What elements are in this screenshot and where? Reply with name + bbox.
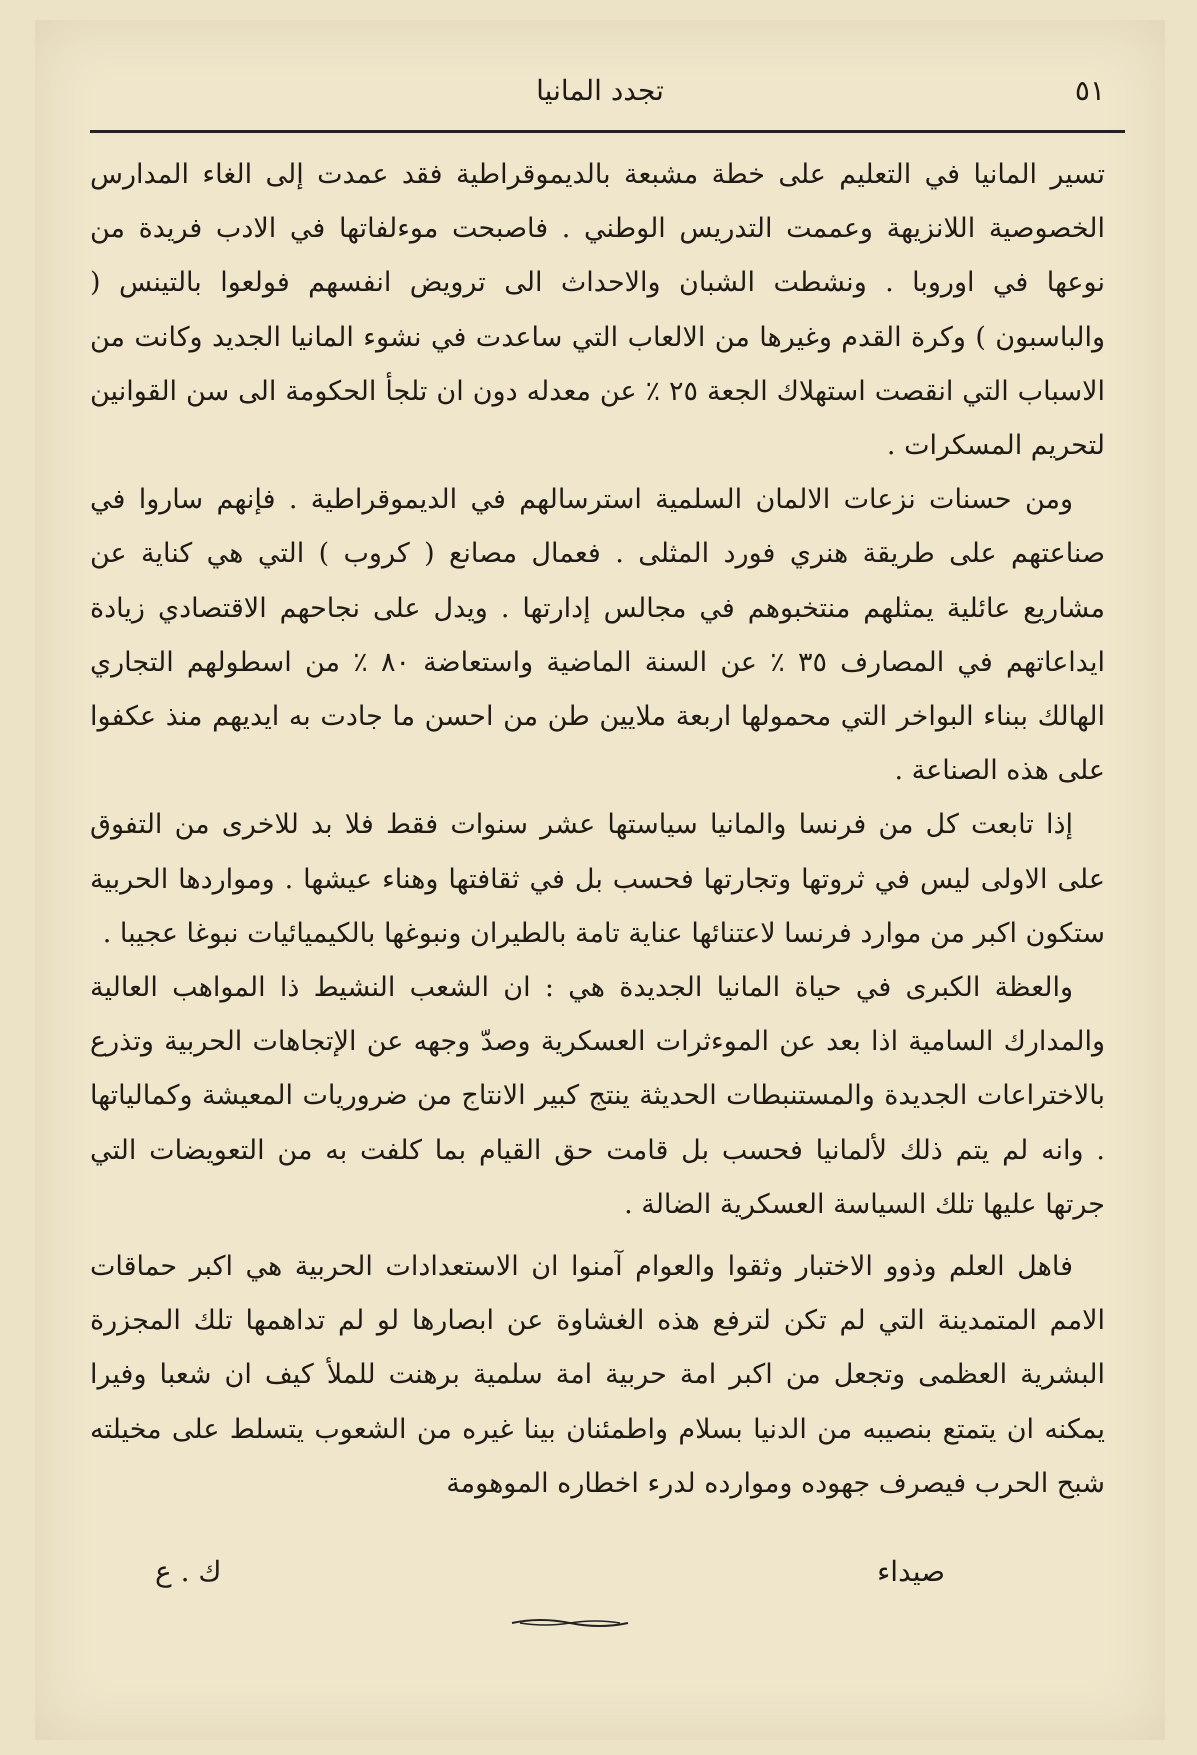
signature-initials: ك . ع [155,1555,222,1588]
book-page [35,20,1165,1740]
article-body [90,148,1105,1511]
page-header [95,60,1105,120]
end-ornament [510,1615,630,1631]
paragraph: إذا تابعت كل من فرنسا والمانيا سياستها عشر سنوات فقط فلا بد للاخرى من التفوق على الاولى ليس في ثروتها وتجارتها فحسب بل في ثقافتها وهناء عيشها . ومواردها الحربية ستكون اكبر من موارد فرنسا لاعتنائها عناية تامة بالطيران ونبوغها بالكيميائيات نبوغا عجيبا . [90,809,1105,949]
paragraph: والعظة الكبرى في حياة المانيا الجديدة هي : ان الشعب النشيط ذا المواهب العالية والمدارك السامية اذا بعد عن الموءثرات العسكرية وصدّ وجهه عن الإتجاهات الحربية وتذرع بالاختراعات الجديدة والمستنبطات الحديثة ينتج كبير الانتاج من ضروريات المعيشة وكمالياتها . وانه لم يتم ذلك لألمانيا فحسب بل قامت حق القيام بما كلفت به من التعويضات التي جرتها عليها تلك السياسة العسكرية الضالة . [90,972,1105,1220]
paragraph: ومن حسنات نزعات الالمان السلمية استرسالهم في الديموقراطية . فإنهم ساروا في صناعتهم على طريقة هنري فورد المثلى . فعمال مصانع ( كروب ) التي هي كناية عن مشاريع عائلية يمثلهم منتخبوهم في مجالس إدارتها . ويدل على نجاحهم الاقتصادي زيادة ايداعاتهم في المصارف ٣٥ ٪ عن السنة الماضية واستعاضة ٨٠ ٪ من اسطولهم التجاري الهالك ببناء البواخر التي محمولها اربعة ملايين طن من احسن ما جادت به ايديهم منذ عكفوا على هذه الصناعة . [90,484,1105,787]
header-rule [90,130,1125,133]
paragraph: فاهل العلم وذوو الاختبار وثقوا والعوام آمنوا ان الاستعدادات الحربية هي اكبر حماقات الامم المتمدينة التي لم تكن لترفع هذه الغشاوة عن ابصارها لو لم تداهمها تلك المجزرة البشرية العظمى وتجعل من اكبر امة حربية امة سلمية برهنت للملأ كيف ان شعبا وفيرا يمكنه ان يتمتع بنصيبه من الدنيا بسلام واطمئنان بينا غيره من الشعوب يتسلط على مخيلته شبح الحرب فيصرف جهوده وموارده لدرء اخطاره الموهومة [90,1251,1105,1499]
signature-place: صيداء [877,1555,945,1588]
page-number: ٥١ [1074,73,1105,107]
paragraph: تسير المانيا في التعليم على خطة مشبعة بالديموقراطية فقد عمدت إلى الغاء المدارس الخصوصية اللانزيهة وعممت التدريس الوطني . فاصبحت موءلفاتها في الادب فريدة من نوعها في اوروبا . ونشطت الشبان والاحداث الى ترويض انفسهم فولعوا بالتينس ( والباسبون ) وكرة القدم وغيرها من الالعاب التي ساعدت في نشوء المانيا الجديد وكانت من الاسباب التي انقصت استهلاك الجعة ٢٥ ٪ عن معدله دون ان تلجأ الحكومة الى سن القوانين لتحريم المسكرات . [90,159,1105,462]
signature-line [155,1555,945,1588]
running-title: تجدد المانيا [536,73,664,107]
